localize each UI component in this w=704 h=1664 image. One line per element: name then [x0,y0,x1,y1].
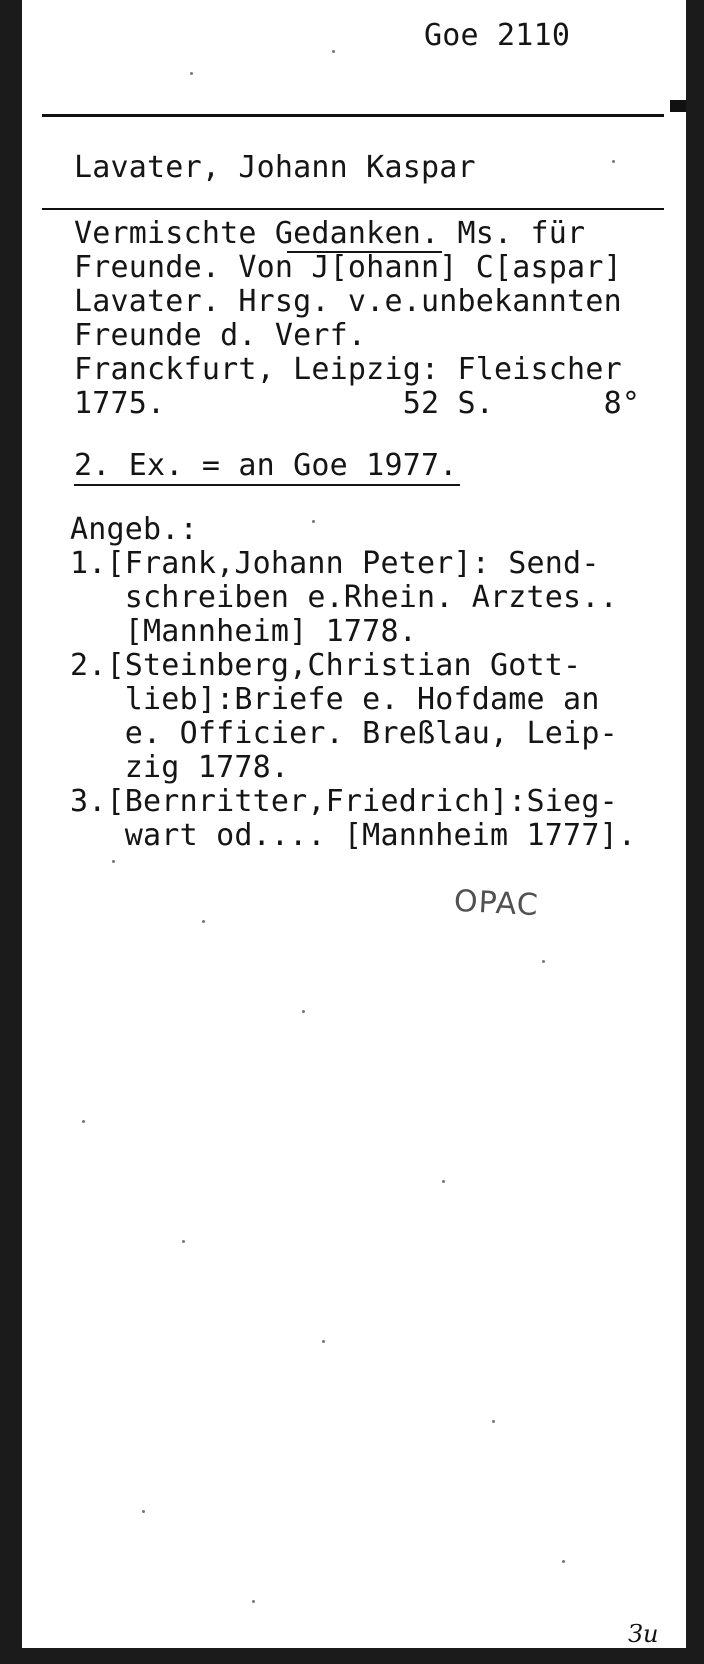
bound-with-line-6: e. Officier. Breßlau, Leip- [70,716,618,751]
speck [202,920,205,923]
bound-with-line-8: 3.[Bernritter,Friedrich]:Sieg- [70,784,618,819]
bound-with-line-4: 2.[Steinberg,Christian Gott- [70,648,582,683]
speck [322,1340,325,1343]
speck [612,160,615,163]
speck [252,1600,255,1603]
call-number: Goe 2110 [424,18,571,53]
bound-with-line-9: wart od.... [Mannheim 1777]. [70,818,637,853]
top-rule [42,114,664,117]
collation-line: 1775. 52 S. 8° [74,386,641,421]
catalog-card [22,0,686,1648]
title-line-4: Freunde d. Verf. [74,318,367,353]
bound-with-line-3: [Mannheim] 1778. [70,614,417,649]
handwritten-initials: Зu [628,1620,659,1648]
bound-with-line-5: lieb]:Briefe e. Hofdame an [70,682,600,717]
title-line-3: Lavater. Hrsg. v.e.unbekannten [74,284,622,319]
copy-note-underline [74,484,460,486]
title-line-1: Vermischte Gedanken. Ms. für [74,216,586,251]
speck [302,1010,305,1013]
speck [182,1240,185,1243]
speck [562,1560,565,1563]
speck [142,1510,145,1513]
speck [190,72,193,75]
imprint-line: Franckfurt, Leipzig: Fleischer [74,352,622,387]
title-line-2: Freunde. Von J[ohann] C[aspar] [74,250,622,285]
card-edge-notch [670,100,686,112]
speck [312,520,315,523]
speck [542,960,545,963]
speck [442,1180,445,1183]
speck [112,860,115,863]
author-rule [42,208,664,210]
author-heading: Lavater, Johann Kaspar [74,150,476,185]
speck [82,1120,85,1123]
bound-with-line-2: schreiben e.Rhein. Arztes.. [70,580,618,615]
bound-with-line-1: 1.[Frank,Johann Peter]: Send- [70,546,600,581]
bound-with-line-7: zig 1778. [70,750,290,785]
opac-stamp: OPAC [453,883,540,924]
bound-with-heading: Angeb.: [70,512,198,547]
speck [492,1420,495,1423]
speck [332,50,335,53]
copy-note: 2. Ex. = an Goe 1977. [74,448,458,483]
